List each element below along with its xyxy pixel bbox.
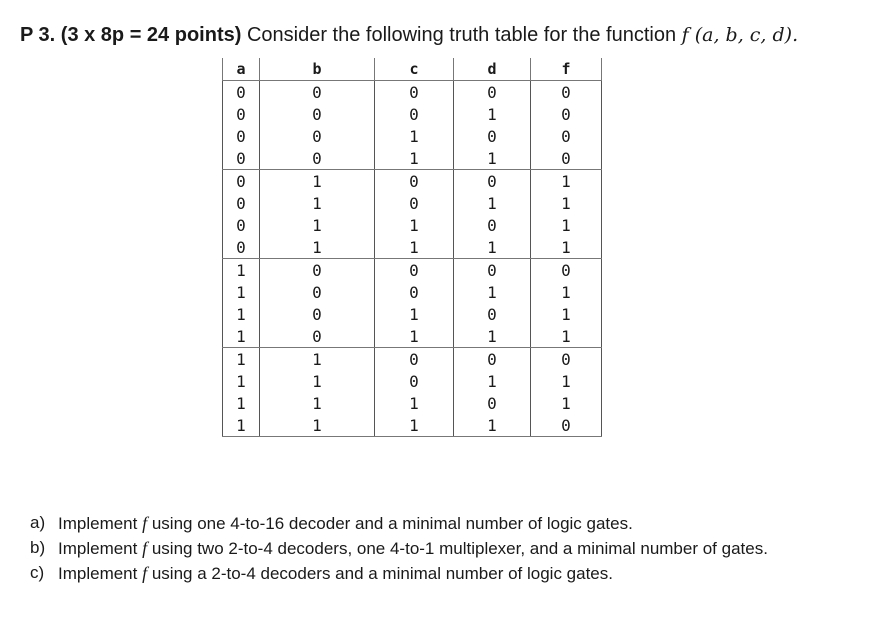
table-cell-c: 0 [375, 259, 454, 282]
table-cell-a: 0 [223, 192, 260, 214]
table-cell-f: 0 [531, 125, 602, 147]
table-cell-a: 1 [223, 370, 260, 392]
table-cell-a: 1 [223, 303, 260, 325]
table-cell-b: 1 [260, 236, 375, 259]
table-cell-f: 1 [531, 325, 602, 348]
table-row [223, 414, 602, 437]
question-text-pre: Implement [58, 514, 143, 533]
table-cell-a: 1 [223, 348, 260, 371]
table-cell-b: 1 [260, 348, 375, 371]
table-cell-c: 1 [375, 414, 454, 437]
header-f: f [531, 58, 602, 81]
table-cell-d: 1 [454, 103, 531, 125]
question-text [58, 561, 850, 586]
table-cell-b: 1 [260, 170, 375, 193]
table-cell-c: 1 [375, 214, 454, 236]
problem-points: (3 x 8p = 24 points) [60, 24, 242, 46]
table-cell-f: 1 [531, 192, 602, 214]
question-text-pre: Implement [58, 539, 143, 558]
header-c: c [375, 58, 454, 81]
table-row [223, 236, 602, 259]
table-cell-a: 1 [223, 325, 260, 348]
table-cell-c: 1 [375, 325, 454, 348]
table-cell-d: 0 [454, 259, 531, 282]
table-row [223, 370, 602, 392]
header-d: d [454, 58, 531, 81]
table-row [223, 147, 602, 170]
table-cell-f: 1 [531, 392, 602, 414]
table-row [223, 348, 602, 371]
table-cell-d: 0 [454, 170, 531, 193]
table-row [223, 214, 602, 236]
table-cell-f: 1 [531, 303, 602, 325]
table-cell-b: 0 [260, 303, 375, 325]
table-cell-b: 0 [260, 259, 375, 282]
table-cell-a: 0 [223, 214, 260, 236]
table-row [223, 392, 602, 414]
table-cell-d: 0 [454, 214, 531, 236]
question-label: a) [30, 513, 46, 532]
table-cell-b: 1 [260, 214, 375, 236]
table-row [223, 81, 602, 104]
table-cell-f: 0 [531, 259, 602, 282]
table-cell-d: 1 [454, 414, 531, 437]
table-cell-a: 1 [223, 259, 260, 282]
table-cell-a: 0 [223, 81, 260, 104]
table-cell-a: 0 [223, 147, 260, 170]
function-var: f [142, 563, 148, 583]
table-cell-c: 1 [375, 236, 454, 259]
table-cell-a: 0 [223, 170, 260, 193]
table-cell-f: 1 [531, 281, 602, 303]
table-cell-f: 0 [531, 81, 602, 104]
table-cell-c: 1 [375, 303, 454, 325]
table-cell-b: 1 [260, 414, 375, 437]
header-a: a [223, 58, 260, 81]
table-cell-f: 0 [531, 147, 602, 170]
table-row [223, 259, 602, 282]
question-b [30, 536, 850, 561]
table-cell-d: 0 [454, 125, 531, 147]
problem-intro: Consider the following truth table for the function [246, 24, 677, 46]
table-cell-f: 1 [531, 370, 602, 392]
table-cell-a: 0 [223, 236, 260, 259]
table-cell-f: 0 [531, 348, 602, 371]
table-row [223, 170, 602, 193]
question-c [30, 561, 850, 586]
function-var: f [142, 513, 148, 533]
problem-heading [20, 24, 798, 47]
table-row [223, 103, 602, 125]
table-row [223, 281, 602, 303]
table-cell-d: 0 [454, 303, 531, 325]
table-cell-d: 0 [454, 81, 531, 104]
table-cell-d: 1 [454, 325, 531, 348]
truth-table [222, 58, 602, 437]
question-label: b) [30, 538, 46, 557]
table-cell-c: 1 [375, 147, 454, 170]
table-cell-c: 0 [375, 348, 454, 371]
question-text [58, 536, 850, 561]
table-row [223, 325, 602, 348]
header-b: b [260, 58, 375, 81]
question-a [30, 511, 850, 536]
table-cell-d: 1 [454, 147, 531, 170]
table-cell-b: 0 [260, 147, 375, 170]
table-body [223, 81, 602, 437]
question-text-pre: Implement [58, 564, 143, 583]
question-label: c) [30, 563, 45, 582]
table-cell-c: 0 [375, 170, 454, 193]
question-text [58, 511, 850, 536]
table-cell-d: 1 [454, 281, 531, 303]
question-list [30, 511, 850, 586]
table-header-row [223, 58, 602, 81]
question-text-post: using a 2-to-4 decoders and a minimal number of logic gates. [147, 564, 613, 583]
table-cell-c: 0 [375, 192, 454, 214]
table-cell-f: 1 [531, 214, 602, 236]
table-cell-a: 1 [223, 392, 260, 414]
table-cell-d: 0 [454, 392, 531, 414]
table-cell-c: 1 [375, 125, 454, 147]
table-cell-b: 1 [260, 392, 375, 414]
table-cell-c: 0 [375, 81, 454, 104]
table-cell-b: 0 [260, 103, 375, 125]
table-cell-f: 1 [531, 236, 602, 259]
table-cell-b: 0 [260, 125, 375, 147]
table-cell-b: 0 [260, 281, 375, 303]
problem-number: P 3. [20, 24, 56, 46]
table-cell-b: 0 [260, 325, 375, 348]
table-row [223, 192, 602, 214]
table-cell-b: 1 [260, 192, 375, 214]
table-row [223, 303, 602, 325]
question-text-post: using one 4-to-16 decoder and a minimal number of logic gates. [147, 514, 633, 533]
table-cell-f: 0 [531, 414, 602, 437]
table-cell-d: 1 [454, 236, 531, 259]
table-cell-a: 0 [223, 125, 260, 147]
table-cell-c: 0 [375, 370, 454, 392]
table-cell-a: 0 [223, 103, 260, 125]
table-cell-b: 1 [260, 370, 375, 392]
table-cell-d: 1 [454, 370, 531, 392]
function-signature: f (a, b, c, d). [681, 24, 799, 46]
table-cell-a: 1 [223, 281, 260, 303]
table-cell-c: 0 [375, 103, 454, 125]
table-cell-b: 0 [260, 81, 375, 104]
table-cell-f: 0 [531, 103, 602, 125]
table-cell-c: 0 [375, 281, 454, 303]
table-cell-d: 1 [454, 192, 531, 214]
table-cell-f: 1 [531, 170, 602, 193]
table-row [223, 125, 602, 147]
function-var: f [142, 538, 148, 558]
question-text-post: using two 2-to-4 decoders, one 4-to-1 multiplexer, and a minimal number of gates. [147, 539, 768, 558]
table-cell-d: 0 [454, 348, 531, 371]
table-cell-c: 1 [375, 392, 454, 414]
table-cell-a: 1 [223, 414, 260, 437]
